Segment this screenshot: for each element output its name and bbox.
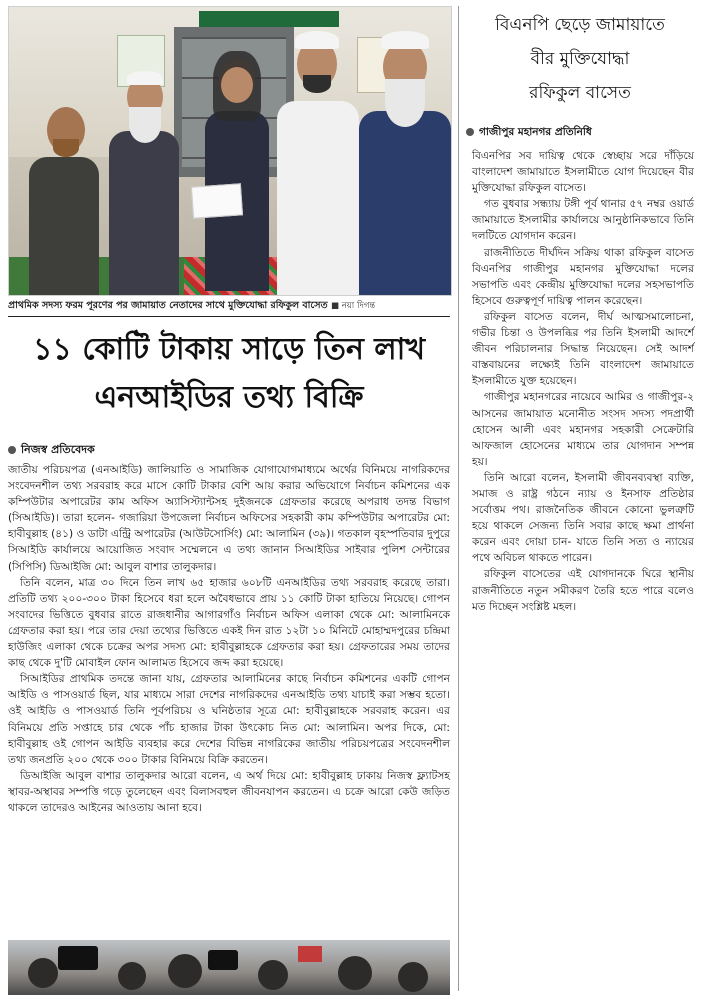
bullet-icon	[466, 128, 474, 136]
main-article-body	[8, 462, 450, 816]
bullet-icon	[8, 446, 16, 454]
article-paragraph: তিনি বলেন, মাত্র ৩০ দিনে তিন লাখ ৬৫ হাজার ৬০৮টি এনআইডির তথ্য সরবরাহ করেছে তারা। প্রতিটি তথ্য ২০০-৩০০ টাকা হিসেবে ধরা হলে অবৈধভাবে প্রায় ১১ কোটি টাকা হাতিয়ে নিয়েছে। গোপন সংবাদের ভিত্তিতে বুধবার রাতে রাজধানীর আগারগাঁও নির্বাচন অফিস এলাকা থেকে মো: আলামিনকে গ্রেফতার করা হয়। পরে তার দেয়া তথ্যের ভিত্তিতে একই দিন রাত ১২টা ১০ মিনিটে মোহাম্মদপুরের চন্দ্রিমা হাউজিং এলাকা থেকে চক্রের অপর সদস্য মো: হাবীবুল্লাহকে গ্রেফতার করা হয়। গ্রেফতারের সময় তাদের কাছ থেকে দু'টি মোবাইল ফোন আলামত হিসেবে জব্দ করা হয়েছে।	[8, 576, 450, 670]
article-paragraph: বিএনপির সব দায়িত্ব থেকে স্বেচ্ছায় সরে দাঁড়িয়ে বাংলাদেশ জামায়াতে ইসলামীতে যোগ দিয়েছেন বীর মুক্তিযোদ্ধা রফিকুল বাসেত।	[472, 150, 694, 195]
side-article-body	[472, 148, 694, 615]
photo-credit: ■ নয়া দিগন্ত	[330, 301, 376, 311]
article-paragraph: রফিকুল বাসেতের এই যোগদানকে ঘিরে স্থানীয় রাজনীতিতে নতুন সমীকরণ তৈরি হতে পারে বলেও মত দিচ্ছেন সংশ্লিষ্ট মহল।	[472, 568, 694, 613]
side-headline	[466, 8, 694, 110]
article-paragraph: ডিআইজি আবুল বাশার তালুকদার আরো বলেন, এ অর্থ দিয়ে মো: হাবীবুল্লাহ ঢাকায় নিজস্ব ফ্ল্যাটসহ স্থাবর-অস্থাবর সম্পত্তি গড়ে তুলেছেন এবং বিলাসবহুল জীবনযাপন করতেন। এ চক্রে আরো কেউ জড়িত থাকলে তাদেরও আইনের আওতায় আনা হবে।	[8, 769, 450, 814]
column-rule	[458, 6, 459, 991]
main-headline	[8, 326, 450, 422]
article-paragraph: জাতীয় পরিচয়পত্র (এনআইডি) জালিয়াতি ও সামাজিক যোগাযোগমাধ্যমে অর্থের বিনিময়ে নাগরিকদের সংবেদনশীল তথ্য সরবরাহ করে মাসে কোটি টাকার বেশি আয় করার অভিযোগে নির্বাচন কমিশনের এক কম্পিউটার অপারেটর কাম অফিস অ্যাসিস্ট্যান্টসহ দুইজনকে গ্রেফতার করেছে অপরাধ তদন্ত বিভাগ (সিআইডি)। তারা হলেন- গজারিয়া উপজেলা নির্বাচন অফিসের সহকারী কাম কম্পিউটার অপারেটর মো: হাবীবুল্লাহ (৪১) ও ডাটা এন্ট্রি অপারেটর (আউটসোর্সিং) মো: আলামিন (৩৯)। গতকাল বৃহস্পতিবার দুপুরে সিআইডি কার্যালয়ে আয়োজিত সংবাদ সম্মেলনে এ তথ্য জানান সিআইডির সাইবার পুলিশ সেন্টারের (সিপিসি) ডিআইজি মো: আবুল বাশার তালুকদার।	[8, 464, 450, 573]
divider	[8, 316, 450, 317]
article-paragraph: গত বুধবার সন্ধ্যায় টঙ্গী পূর্ব থানার ৫৭ নম্বর ওয়ার্ড জামায়াতে ইসলামীর কার্যালয়ে আনুষ্ঠানিকভাবে তিনি দলটিতে যোগদান করেন।	[472, 198, 694, 243]
lead-photo	[8, 6, 452, 296]
article-paragraph: সিআইডির প্রাথমিক তদন্তে জানা যায়, গ্রেফতার আলামিনের কাছে নির্বাচন কমিশনের একটি গোপন আইডি ও পাসওয়ার্ড ছিল, যার মাধ্যমে সারা দেশের নাগরিকদের এনআইডি তথ্য যাচাই করা সম্ভব হতো। ওই আইডি ও পাসওয়ার্ড তিনি পূর্বপরিচয় ও ঘনিষ্ঠতার সূত্রে মো: হাবীবুল্লাহকে সরবরাহ করেন। এর বিনিময়ে প্রতি সপ্তাহে চার থেকে পাঁচ হাজার টাকা উৎকোচ নিত মো: আলামিন। অপর দিকে, মো: হাবীবুল্লাহ ওই গোপন আইডি ব্যবহার করে দেশের বিভিন্ন নাগরিকের জাতীয় পরিচয়পত্রের সংবেদনশীল তথ্য জনপ্রতি ২০০ থেকে ৩০০ টাকার বিনিময়ে বিক্রি করতেন।	[8, 673, 450, 766]
side-headline-line-3: রফিকুল বাসেত	[529, 83, 631, 103]
article-paragraph: গাজীপুর মহানগরের নায়েবে আমির ও গাজীপুর-২ আসনের জামায়াত মনোনীত সংসদ সদস্য পদপ্রার্থী হোসেন আলী এবং মহানগর সহকারী সেক্রেটারি আফজাল হোসেনের মাধ্যমে তার যোগদান সম্পন্ন হয়।	[472, 391, 694, 468]
main-headline-line-2: এনআইডির তথ্য বিক্রি	[94, 380, 364, 415]
photo-caption: প্রাথমিক সদস্য ফরম পূরণের পর জামায়াত নেতাদের সাথে মুক্তিযোদ্ধা রফিকুল বাসেত ■ নয়া দিগন্ত	[8, 300, 376, 311]
main-headline-line-1: ১১ কোটি টাকায় সাড়ে তিন লাখ	[32, 332, 426, 367]
side-headline-line-2: বীর মুক্তিযোদ্ধা	[530, 49, 630, 69]
article-paragraph: তিনি আরো বলেন, ইসলামী জীবনব্যবস্থা ব্যক্তি, সমাজ ও রাষ্ট্র গঠনে ন্যায় ও ইনসাফ প্রতিষ্ঠার সর্বোত্তম পথ। রাজনৈতিক জীবনে কোনো ভুলত্রুটি হয়ে থাকলে সেজন্য তিনি সবার কাছে ক্ষমা প্রার্থনা করেন এবং দোয়া চান- যাতে তিনি সত্য ও ন্যায়ের পথে অবিচল থাকতে পারেন।	[472, 471, 694, 565]
side-headline-line-1: বিএনপি ছেড়ে জামায়াতে	[495, 15, 665, 35]
bottom-photo	[8, 940, 450, 995]
article-paragraph: রফিকুল বাসেত বলেন, দীর্ঘ আত্মসমালোচনা, গভীর চিন্তা ও উপলব্ধির পর তিনি ইসলামী আদর্শে জীবন পরিচালনার সিদ্ধান্ত নিয়েছেন। সেই আদর্শ বাস্তবায়নের লক্ষ্যেই তিনি বাংলাদেশ জামায়াতে ইসলামীতে যুক্ত হয়েছেন।	[472, 310, 694, 388]
article-paragraph: রাজনীতিতে দীর্ঘদিন সক্রিয় থাকা রফিকুল বাসেত বিএনপির গাজীপুর মহানগর মুক্তিযোদ্ধা দলের সভাপতি এবং কেন্দ্রীয় মুক্তিযোদ্ধা দলের সহসভাপতি হিসেবে গুরুত্বপূর্ণ দায়িত্ব পালন করেছেন।	[472, 246, 694, 307]
main-byline: নিজস্ব প্রতিবেদক	[8, 440, 450, 460]
side-byline: গাজীপুর মহানগর প্রতিনিধি	[466, 122, 694, 142]
